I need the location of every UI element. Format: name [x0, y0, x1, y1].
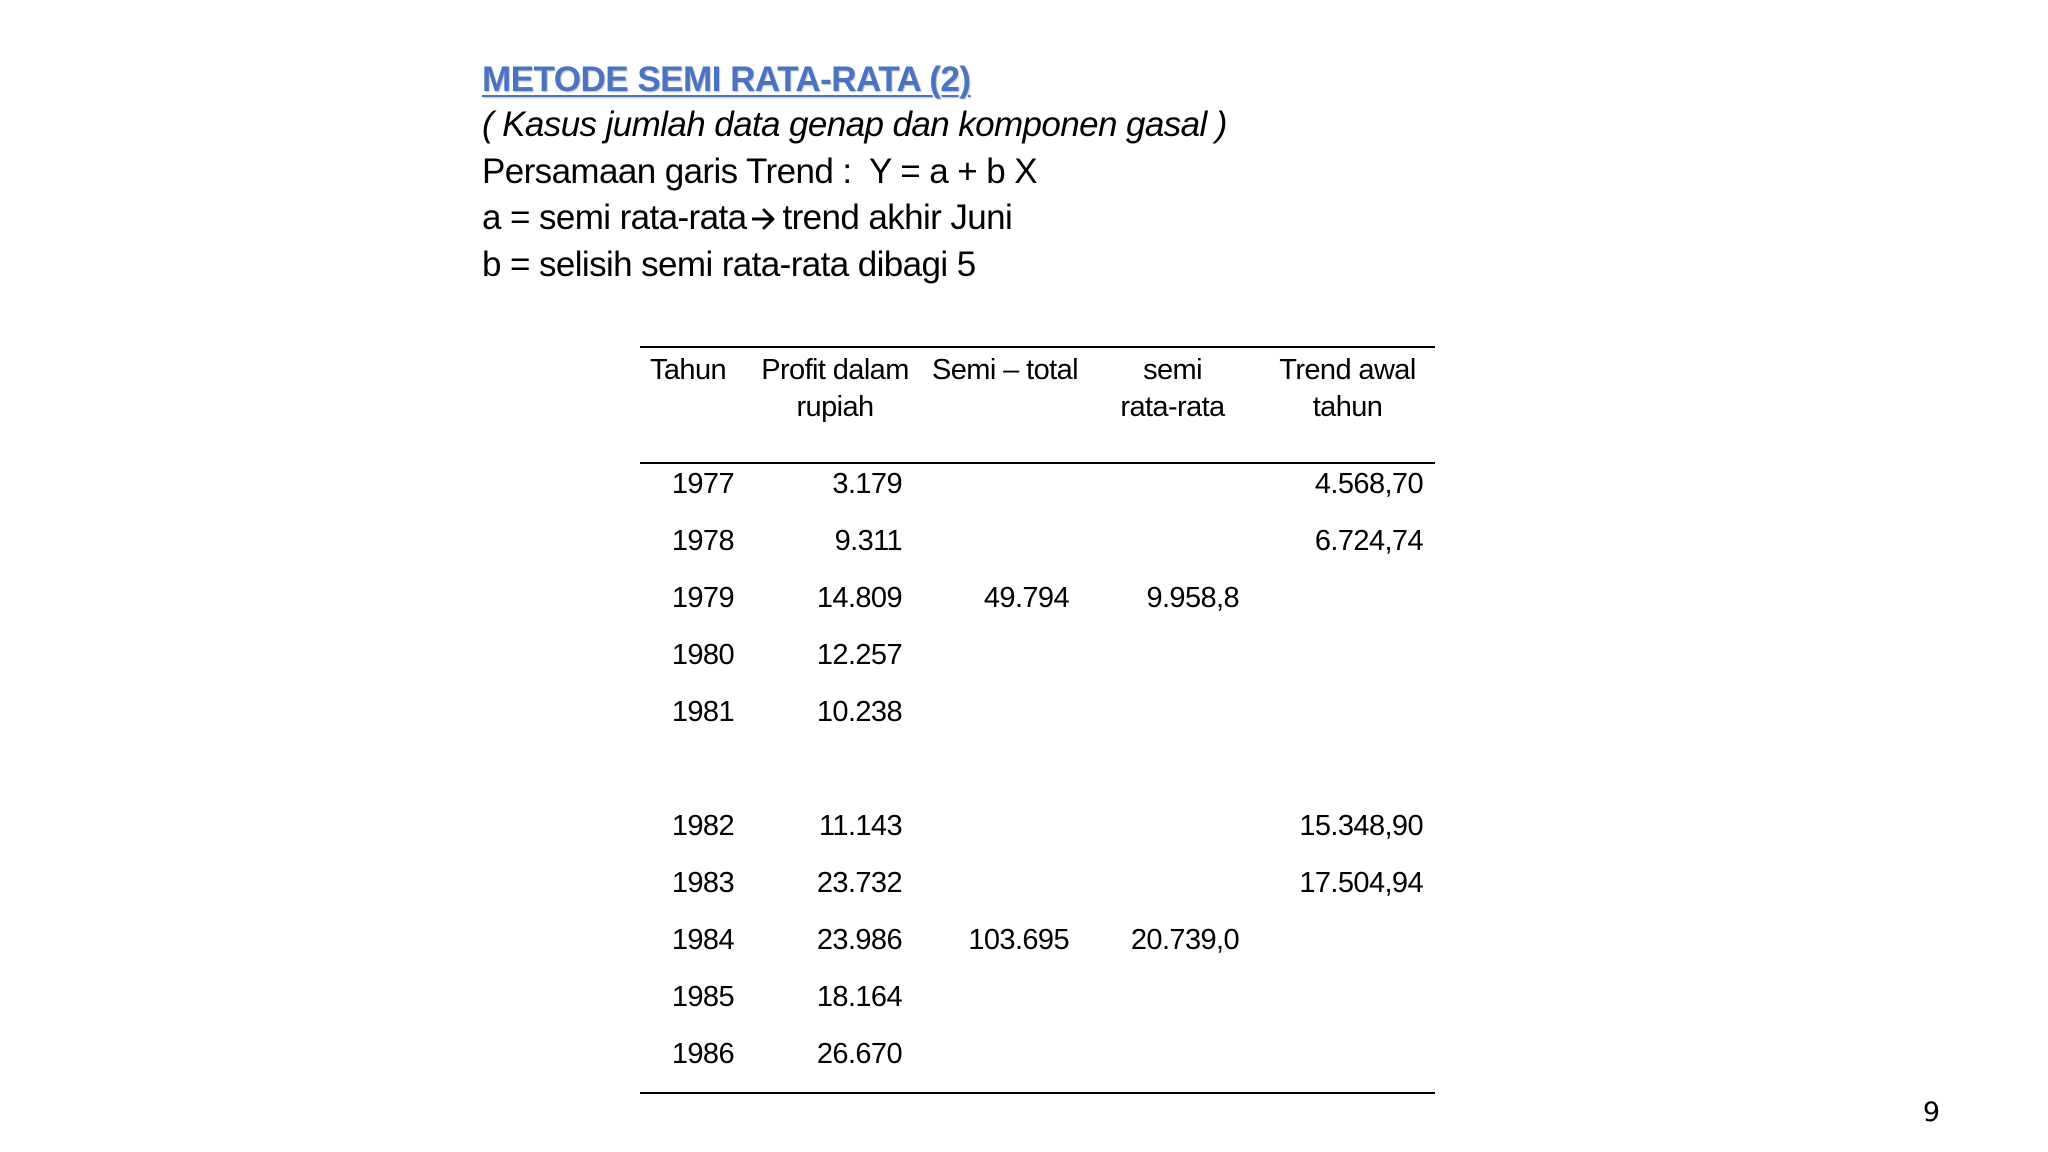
cell-year: 1986	[671, 1038, 734, 1070]
trend-table	[640, 346, 1435, 1094]
cell-profit: 26.670	[816, 1038, 902, 1070]
cell-semi-average: 20.739,0	[1130, 924, 1239, 956]
right-arrow-icon	[752, 208, 776, 230]
table-row	[640, 635, 1435, 675]
cell-profit: 3.179	[832, 468, 902, 500]
cell-semi-average: 9.958,8	[1146, 582, 1239, 614]
cell-year: 1984	[671, 924, 734, 956]
table-row	[640, 464, 1435, 504]
header-profit	[755, 352, 915, 426]
cell-profit: 10.238	[816, 696, 902, 728]
cell-year: 1982	[671, 810, 734, 842]
cell-semi-total: 49.794	[983, 582, 1069, 614]
cell-year: 1981	[671, 696, 734, 728]
table-row	[640, 521, 1435, 561]
definition-a-line	[482, 195, 1582, 242]
slide-subtitle: ( Kasus jumlah data genap dan komponen gasal )	[482, 105, 1227, 144]
table-body	[640, 464, 1435, 1092]
table-row	[640, 806, 1435, 846]
slide-header	[482, 58, 1582, 288]
header-line: Tahun	[650, 354, 727, 386]
table-row	[640, 977, 1435, 1017]
cell-profit: 14.809	[816, 582, 902, 614]
cell-year: 1978	[671, 525, 734, 557]
cell-year: 1983	[671, 867, 734, 899]
header-line: tahun	[1312, 391, 1383, 423]
cell-profit: 18.164	[816, 981, 902, 1013]
table-row	[640, 1034, 1435, 1074]
cell-profit: 11.143	[819, 810, 902, 842]
definition-a-right: trend akhir Juni	[782, 198, 1013, 237]
cell-year: 1979	[671, 582, 734, 614]
cell-profit: 9.311	[834, 525, 902, 557]
cell-profit: 12.257	[816, 639, 902, 671]
cell-profit: 23.732	[816, 867, 902, 899]
header-semi-rata-rata	[1110, 352, 1235, 426]
page-number: 9	[1922, 1097, 1940, 1128]
table-row	[640, 863, 1435, 903]
slide-title: METODE SEMI RATA-RATA (2)	[482, 60, 971, 99]
cell-year: 1980	[671, 639, 734, 671]
cell-semi-total: 103.695	[968, 924, 1069, 956]
trend-equation-line: Persamaan garis Trend : Y = a + b X	[482, 151, 1037, 191]
header-line: rata-rata	[1120, 391, 1225, 423]
header-trend-awal-tahun	[1270, 352, 1425, 426]
cell-trend: 17.504,94	[1299, 867, 1423, 899]
table-header-row	[640, 348, 1435, 462]
header-tahun	[650, 352, 727, 389]
table-row	[640, 578, 1435, 618]
table-bottom-rule	[640, 1092, 1435, 1094]
cell-trend: 6.724,74	[1314, 525, 1423, 557]
header-line: Profit dalam	[761, 354, 909, 386]
cell-year: 1977	[671, 468, 734, 500]
cell-trend: 15.348,90	[1299, 810, 1423, 842]
cell-profit: 23.986	[816, 924, 902, 956]
header-line: Semi – total	[932, 354, 1078, 386]
table-row	[640, 692, 1435, 732]
header-line: Trend awal	[1279, 354, 1416, 386]
header-line: rupiah	[796, 391, 874, 423]
definition-a-left: a = semi rata-rata	[482, 198, 747, 237]
header-semi-total	[925, 352, 1085, 389]
cell-trend: 4.568,70	[1314, 468, 1423, 500]
definition-b-line: b = selisih semi rata-rata dibagi 5	[482, 244, 976, 284]
header-line: semi	[1143, 354, 1202, 386]
table-row	[640, 920, 1435, 960]
cell-year: 1985	[671, 981, 734, 1013]
